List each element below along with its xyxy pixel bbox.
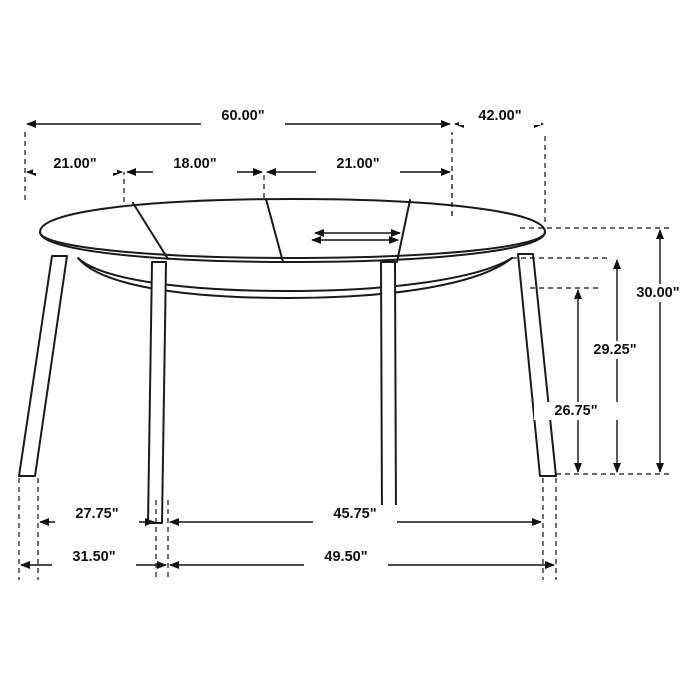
label-top-left-leaf: 21.00" bbox=[53, 155, 97, 172]
table-apron bbox=[78, 258, 512, 298]
label-bottom-outer-right: 49.50" bbox=[324, 548, 368, 565]
dimension-top-right-segment bbox=[455, 107, 543, 125]
dimension-top-right-leaf bbox=[267, 155, 450, 173]
dimension-top-overall-width bbox=[27, 107, 450, 125]
label-top-right-leaf: 21.00" bbox=[336, 155, 380, 172]
label-bottom-leg-inner-left: 27.75" bbox=[75, 505, 119, 522]
label-top-center-leaf: 18.00" bbox=[173, 155, 217, 172]
dimension-top-left-leaf bbox=[27, 155, 122, 173]
dimension-bottom-leg-span-right bbox=[170, 505, 541, 523]
label-height-apron-bottom: 26.75" bbox=[554, 402, 598, 419]
label-top-right-segment: 42.00" bbox=[478, 107, 522, 124]
label-top-overall-width: 60.00" bbox=[221, 107, 265, 124]
label-height-apron-top: 29.25" bbox=[593, 341, 637, 358]
label-bottom-outer-left: 31.50" bbox=[72, 548, 116, 565]
dimension-bottom-leg-inner-left bbox=[40, 505, 154, 523]
dimension-top-center-leaf bbox=[127, 155, 262, 173]
label-height-overall: 30.00" bbox=[636, 284, 680, 301]
table-legs bbox=[19, 254, 556, 523]
table-top bbox=[40, 199, 545, 262]
dimension-bottom-outer-left bbox=[21, 548, 166, 566]
dimension-bottom-outer-right bbox=[170, 548, 554, 566]
table-illustration bbox=[19, 199, 556, 523]
label-bottom-leg-span-right: 45.75" bbox=[333, 505, 377, 522]
